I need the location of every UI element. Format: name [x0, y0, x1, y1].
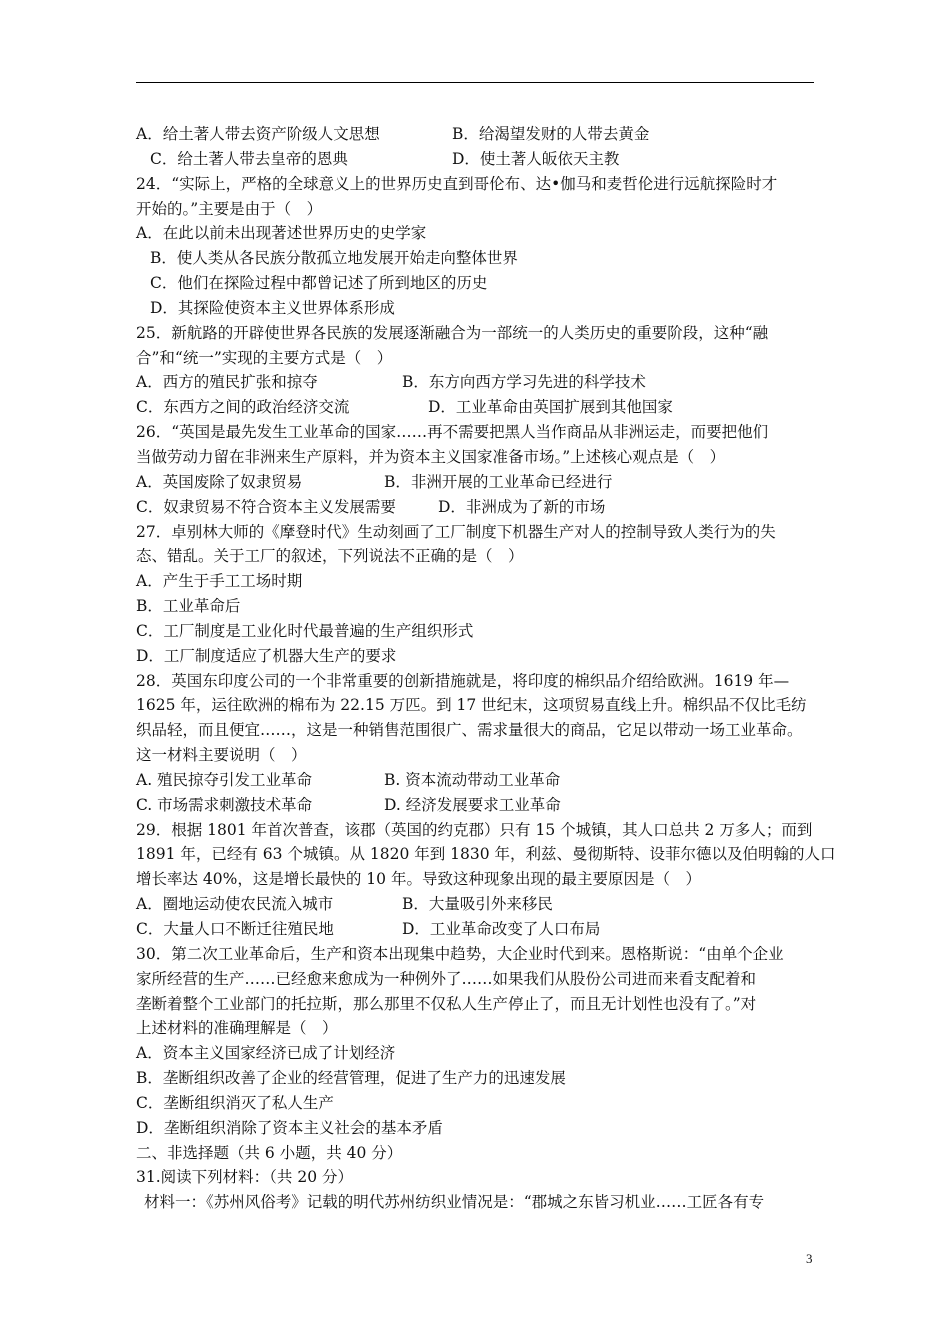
- text-line: 27．卓别林大师的《摩登时代》生动刻画了工厂制度下机器生产对人的控制导致人类行为的失: [136, 522, 776, 541]
- option-row: [136, 892, 816, 917]
- text-line: 家所经营的生产……已经愈来愈成为一种例外了……如果我们从股份公司进而来看支配着和: [136, 969, 757, 988]
- option-left: A. 殖民掠夺引发工业革命: [136, 770, 313, 789]
- text-line: 24．“实际上，严格的全球意义上的世界历史直到哥伦布、达•伽马和麦哲伦进行远航探险时才: [136, 174, 778, 193]
- option-left: C．大量人口不断迁往殖民地: [136, 920, 334, 938]
- text-line: 25．新航路的开辟使世界各民族的发展逐渐融合为一部统一的人类历史的重要阶段，这种“融: [136, 323, 769, 342]
- option-right: D. 经济发展要求工业革命: [384, 795, 561, 814]
- text-line: 当做劳动力留在非洲来生产原料，并为资本主义国家准备市场。”上述核心观点是（ ）: [136, 447, 726, 466]
- option-row: [136, 768, 816, 793]
- text-line: A．在此以前未出现著述世界历史的史学家: [136, 224, 427, 243]
- option-right: B．给渴望发财的人带去黄金: [452, 125, 650, 143]
- option-row: [136, 495, 816, 520]
- text-line: D．工厂制度适应了机器大生产的要求: [136, 646, 397, 665]
- option-row: [136, 122, 816, 147]
- text-line: C．他们在探险过程中都曾记述了所到地区的历史: [150, 274, 488, 293]
- text-line: 1891 年，已经有 63 个城镇。从 1820 年到 1830 年，利兹、曼彻斯特、设菲尔德以及伯明翰的人口: [136, 845, 836, 864]
- text-line: D．垄断组织消除了资本主义社会的基本矛盾: [136, 1118, 443, 1137]
- text-line: C．工厂制度是工业化时代最普遍的生产组织形式: [136, 621, 474, 640]
- text-line: A．资本主义国家经济已成了计划经济: [136, 1044, 396, 1063]
- option-left: A．给土著人带去资产阶级人文思想: [136, 125, 380, 143]
- option-row: [136, 470, 816, 495]
- option-row: [136, 395, 816, 420]
- option-left: C．给土著人带去皇帝的恩典: [150, 149, 348, 168]
- text-line: 1625 年，运往欧洲的棉布为 22.15 万匹。到 17 世纪末，这项贸易直线上升。棉织品不仅比毛纺: [136, 696, 807, 715]
- option-right: B. 资本流动带动工业革命: [384, 770, 561, 789]
- text-line: 二、非选择题（共 6 小题，共 40 分）: [136, 1143, 403, 1162]
- option-right: D．非洲成为了新的市场: [438, 497, 606, 516]
- text-line: 28．英国东印度公司的一个非常重要的创新措施就是，将印度的棉织品介绍给欧洲。1619 年—: [136, 671, 790, 690]
- text-line: B．工业革命后: [136, 597, 241, 616]
- text-line: 合”和“统一”实现的主要方式是（ ）: [136, 348, 393, 367]
- text-line: 这一材料主要说明（ ）: [136, 746, 307, 765]
- text-line: B．使人类从各民族分散孤立地发展开始走向整体世界: [150, 249, 518, 268]
- option-right: B．东方向西方学习先进的科学技术: [402, 373, 646, 392]
- text-line: 开始的。”主要是由于（ ）: [136, 199, 323, 218]
- option-left: C．奴隶贸易不符合资本主义发展需要: [136, 497, 396, 516]
- text-line: B．垄断组织改善了企业的经营管理，促进了生产力的迅速发展: [136, 1069, 566, 1088]
- header-rule: [136, 82, 814, 83]
- text-line: C．垄断组织消灭了私人生产: [136, 1093, 334, 1112]
- option-left: A．西方的殖民扩张和掠夺: [136, 373, 318, 392]
- option-row: [136, 370, 816, 395]
- document-body: [136, 122, 836, 1215]
- option-left: A．圈地运动使农民流入城市: [136, 895, 334, 914]
- option-left: C. 市场需求刺激技术革命: [136, 795, 313, 814]
- text-line: 材料一：《苏州风俗考》记载的明代苏州纺织业情况是：“郡城之东皆习机业……工匠各有专: [144, 1193, 765, 1212]
- text-line: 31.阅读下列材料：（共 20 分）: [136, 1168, 353, 1187]
- option-row: [136, 917, 816, 942]
- text-line: 26．“英国是最先发生工业革命的国家……再不需要把黑人当作商品从非洲运走，而要把他们: [136, 423, 769, 442]
- text-line: 增长率达 40%，这是增长最快的 10 年。导致这种现象出现的最主要原因是（ ）: [136, 870, 701, 889]
- text-line: 上述材料的准确理解是（ ）: [136, 1019, 338, 1038]
- option-row: [136, 147, 816, 172]
- option-left: A．英国废除了奴隶贸易: [136, 472, 303, 491]
- option-right: D．工业革命改变了人口布局: [402, 920, 601, 938]
- text-line: 29．根据 1801 年首次普查，该郡（英国的约克郡）只有 15 个城镇，其人口总共 2 万多人；而到: [136, 820, 813, 839]
- option-right: B．非洲开展的工业革命已经进行: [384, 472, 613, 491]
- option-right: D．工业革命由英国扩展到其他国家: [428, 398, 673, 417]
- text-line: 态、错乱。关于工厂的叙述，下列说法不正确的是（ ）: [136, 547, 524, 566]
- text-line: D．其探险使资本主义世界体系形成: [150, 298, 395, 317]
- page-number: 3: [806, 1251, 813, 1266]
- option-row: [136, 793, 816, 818]
- option-left: C．东西方之间的政治经济交流: [136, 398, 350, 417]
- option-right: B．大量吸引外来移民: [402, 895, 553, 914]
- option-right: D．使土著人皈依天主教: [452, 149, 620, 168]
- text-line: 织品轻，而且便宜……，这是一种销售范围很广、需求量很大的商品，它足以带动一场工业革命。: [136, 721, 803, 740]
- text-line: 30．第二次工业革命后，生产和资本出现集中趋势，大企业时代到来。恩格斯说：“由单个企业: [136, 944, 784, 963]
- text-line: A．产生于手工工场时期: [136, 572, 303, 591]
- text-line: 垄断着整个工业部门的托拉斯，那么那里不仅私人生产停止了，而且无计划性也没有了。”对: [136, 994, 757, 1013]
